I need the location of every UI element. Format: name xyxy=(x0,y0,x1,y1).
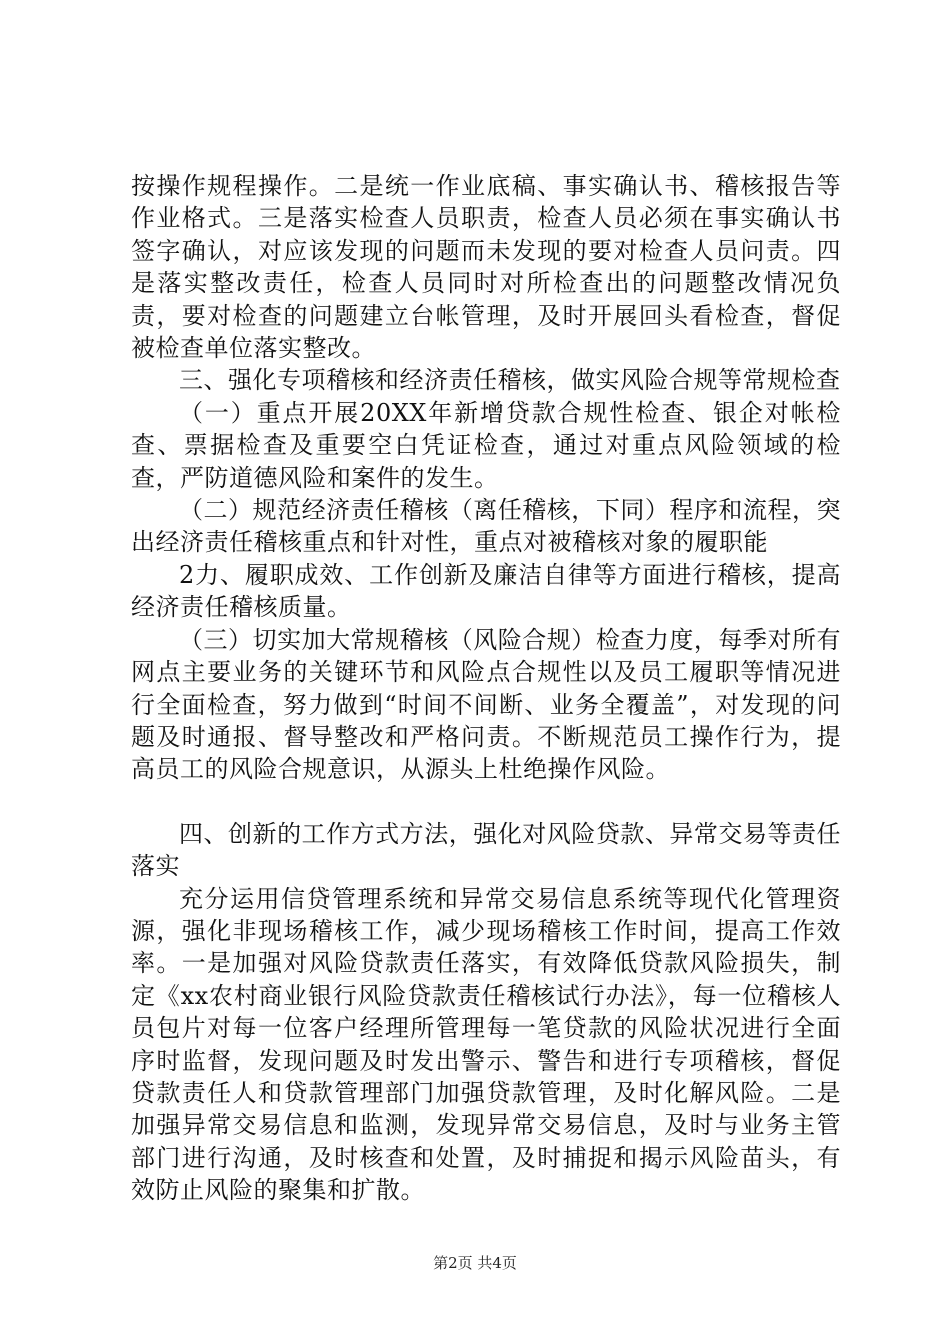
paragraph-item-1: （一）重点开展20XX年新增贷款合规性检查、银企对帐检查、票据检查及重要空白凭证检查，通过对重点风险领域的检查，严防道德风险和案件的发生。 xyxy=(131,398,841,492)
paragraph-1: 按操作规程操作。二是统一作业底稿、事实确认书、稽核报告等作业格式。三是落实检查人员职责，检查人员必须在事实确认书签字确认，对应该发现的问题而未发现的要对检查人员问责。四是落实整改责任，检查人员同时对所检查出的问题整改情况负责，要对检查的问题建立台帐管理，及时开展回头看检查，督促被检查单位落实整改。 xyxy=(131,172,841,363)
section-heading-4: 四、创新的工作方式方法，强化对风险贷款、异常交易等责任落实 xyxy=(131,819,841,881)
paragraph-item-2-cont: 2力、履职成效、工作创新及廉洁自律等方面进行稽核，提高经济责任稽核质量。 xyxy=(131,560,841,622)
paragraph-section-4-body: 充分运用信贷管理系统和异常交易信息系统等现代化管理资源，强化非现场稽核工作，减少现场稽核工作时间，提高工作效率。一是加强对风险贷款责任落实，有效降低贷款风险损失，制定《xx农村商业银行风险贷款责任稽核试行办法》，每一位稽核人员包片对每一位客户经理所管理每一笔贷款的风险状况进行全面序时监督，发现问题及时发出警示、警告和进行专项稽核，督促贷款责任人和贷款管理部门加强贷款管理，及时化解风险。二是加强异常交易信息和监测，发现异常交易信息，及时与业务主管部门进行沟通，及时核查和处置，及时捕捉和揭示风险苗头，有效防止风险的聚集和扩散。 xyxy=(131,884,841,1205)
section-heading-3: 三、强化专项稽核和经济责任稽核，做实风险合规等常规检查 xyxy=(179,366,841,395)
document-body xyxy=(131,170,841,1207)
page-number-footer: 第2页 共4页 xyxy=(433,1254,517,1272)
paragraph-item-2: （二）规范经济责任稽核（离任稽核，下同）程序和流程，突出经济责任稽核重点和针对性，重点对被稽核对象的履职能 xyxy=(131,496,841,557)
paragraph-item-3: （三）切实加大常规稽核（风险合规）检查力度，每季对所有网点主要业务的关键环节和风险点合规性以及员工履职等情况进行全面检查，努力做到“时间不间断、业务全覆盖”，对发现的问题及时通报、督导整改和严格问责。不断规范员工操作行为，提高员工的风险合规意识，从源头上杜绝操作风险。 xyxy=(131,625,841,784)
